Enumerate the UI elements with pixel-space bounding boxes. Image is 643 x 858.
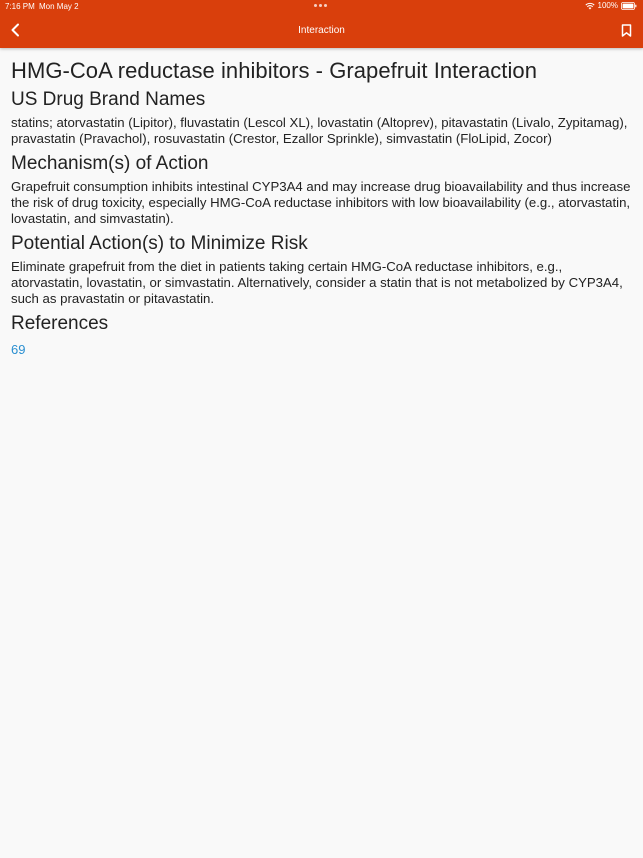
references-heading: References (11, 313, 109, 334)
page-title: HMG-CoA reductase inhibitors - Grapefruit Interaction (11, 58, 537, 83)
section-heading: Potential Action(s) to Minimize Risk (11, 233, 308, 254)
nav-title: Interaction (298, 25, 345, 36)
section-body: Eliminate grapefruit from the diet in patients taking certain HMG-CoA reductase inhibitors, e.g., atorvastatin, lovastatin, or simvastatin. Alternatively, consider a statin that is not metabolized by CYP3A4, such as pravastatin or pitavastatin. (11, 259, 623, 306)
reference-link[interactable]: 69 (11, 342, 26, 357)
status-date: Mon May 2 (39, 2, 79, 11)
interaction-detail (11, 57, 631, 359)
bookmark-button[interactable] (617, 21, 635, 39)
status-bar (0, 0, 643, 13)
back-button[interactable] (6, 21, 24, 39)
section-references (11, 312, 631, 359)
section-body: statins; atorvastatin (Lipitor), fluvastatin (Lescol XL), lovastatin (Altoprev), pitavastatin (Livalo, Zypitamag), pravastatin (Pravachol), rosuvastatin (Crestor, Ezallor Sprinkle), simvastatin (FloLipid, Zocor) (11, 115, 628, 146)
status-right (585, 1, 637, 10)
app-header (0, 0, 643, 48)
section-heading: US Drug Brand Names (11, 89, 206, 110)
wifi-icon (585, 2, 595, 10)
navigation-bar (0, 13, 643, 48)
battery-icon (621, 2, 637, 10)
chevron-left-icon (10, 23, 20, 37)
section-brand-names (11, 88, 631, 147)
section-mechanism (11, 152, 631, 227)
bookmark-icon (621, 24, 632, 37)
section-body: Grapefruit consumption inhibits intestinal CYP3A4 and may increase drug bioavailability and thus increase the risk of drug toxicity, especially HMG-CoA reductase inhibitors with low bioavailability (e.g., atorvastatin, lovastatin, and simvastatin). (11, 179, 631, 226)
status-time: 7:16 PM (5, 2, 35, 11)
battery-percentage: 100% (597, 1, 618, 10)
section-minimize-risk (11, 232, 631, 307)
multitasking-dots-icon[interactable] (314, 4, 327, 7)
section-heading: Mechanism(s) of Action (11, 153, 209, 174)
